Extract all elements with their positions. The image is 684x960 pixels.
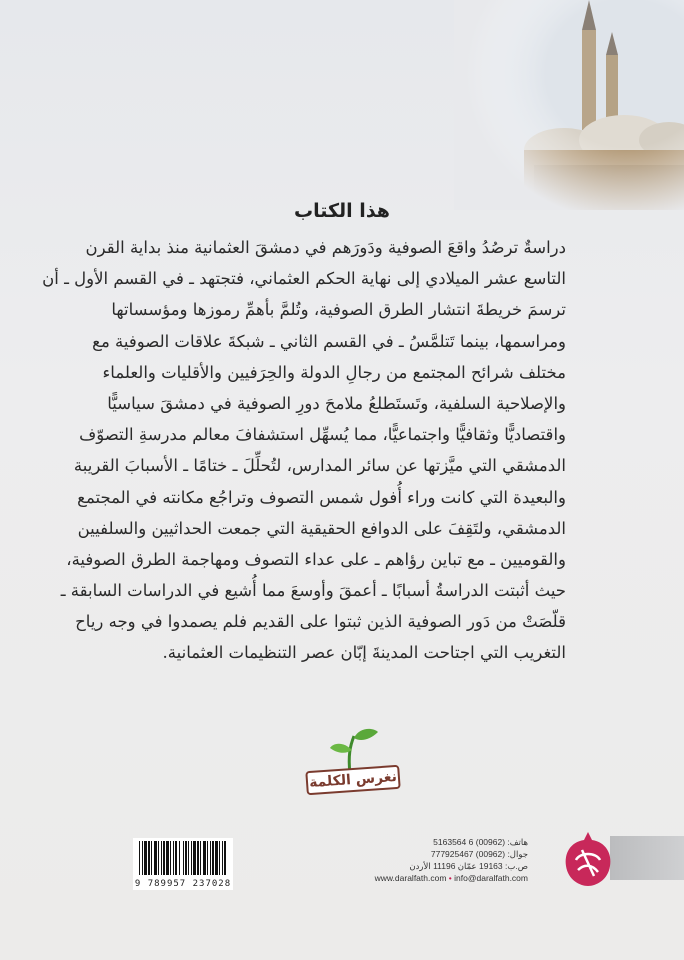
barcode-bar	[203, 841, 206, 875]
text-line: الدمشقي، ولتَقِفَ على الدوافع الحقيقية التي جمعت الحداثيين والسلفيين	[77, 518, 566, 538]
text-line: والبعيدة التي كانت وراء أُفول شمس التصوف وتراجُع مكانته في المجتمع	[77, 487, 566, 507]
barcode-bar	[151, 841, 152, 875]
mobile-number: جوال: (00962) 777925467	[430, 849, 528, 859]
barcode-bar	[215, 841, 218, 875]
publisher-contact	[360, 836, 528, 884]
barcode-bar	[158, 841, 159, 875]
text-line: قلّصَتْ من دَور الصوفية الذين ثبتوا على القديم فلم يصمدوا في وجه رياح	[75, 612, 566, 632]
isbn-number: 9 789957 237028	[134, 879, 232, 889]
phone-number: هاتف: (00962) 6 5163564	[433, 837, 528, 847]
section-title: هذا الكتاب	[294, 200, 390, 222]
email-link[interactable]: info@daralfath.com	[454, 873, 528, 883]
barcode-bar	[224, 841, 226, 875]
text-line: واقتصاديًّا وثقافيًّا واجتماعيًّا، مما يُسهِّل استشفافَ معالم مدرسةِ التصوّف	[79, 425, 566, 445]
barcode-bar	[188, 841, 189, 875]
barcode-bar	[193, 841, 196, 875]
barcode-bar	[207, 841, 208, 875]
description-text	[42, 232, 566, 669]
barcode-bar	[200, 841, 201, 875]
barcode-bar	[173, 841, 174, 875]
website-link[interactable]: www.daralfath.com	[374, 873, 447, 883]
text-line: مختلف شرائح المجتمع من رجالِ الدولة والحِرَفيين والأقليات والعلماء	[102, 362, 566, 382]
barcode-bar	[185, 841, 187, 875]
barcode-bar	[148, 841, 150, 875]
grey-band	[610, 836, 684, 880]
barcode-bar	[210, 841, 211, 875]
barcode-bars	[139, 841, 227, 875]
text-line: الدمشقي التي ميَّزتها عن سائر المدارس، لتُحلِّلَ ـ ختامًا ـ الأسبابَ القريبة	[73, 456, 566, 476]
text-line: والقوميين ـ مع تباين رؤاهم ـ على عداء التصوف ومهاجمة الطرق الصوفية،	[66, 549, 566, 569]
barcode-bar	[197, 841, 199, 875]
barcode-bar	[163, 841, 165, 875]
barcode-bar	[183, 841, 184, 875]
separator: •	[448, 873, 452, 883]
barcode-bar	[144, 841, 147, 875]
text-line: التاسع عشر الميلادي إلى نهاية الحكم العثماني، فتجتهد ـ في القسم الأول ـ أن	[42, 269, 566, 289]
mosque-photo	[454, 0, 684, 210]
barcode-bar	[139, 841, 140, 875]
barcode	[133, 838, 233, 890]
barcode-bar	[170, 841, 171, 875]
text-line: ترسمَ خريطةَ انتشار الطرق الصوفية، وتُلمَّ بأهمِّ رموزها ومؤسساتها	[111, 300, 566, 320]
text-line: والإصلاحية السلفية، وتَستَطلعُ ملامحَ دورِ الصوفية في دمشقَ سياسيًّا	[107, 393, 566, 413]
text-line: حيث أثبتت الدراسةُ أسبابًا ـ أعمقَ وأوسعَ مما أُشيع في الدراسات السابقة ـ	[60, 581, 566, 601]
brand-logo: نغرس الكلمة	[305, 765, 400, 795]
barcode-bar	[161, 841, 162, 875]
barcode-bar	[212, 841, 214, 875]
po-box: ص.ب: 19163 عمّان 11196 الأردن	[409, 861, 528, 871]
barcode-bar	[222, 841, 223, 875]
publisher-logo-icon	[562, 830, 614, 888]
text-line: التغريب التي اجتاحت المدينةَ إبّان عصر التنظيمات العثمانية.	[162, 643, 566, 663]
barcode-bar	[154, 841, 157, 875]
text-line: ومراسمها، بينما تَتلمَّسُ ـ في القسم الثاني ـ شبكةَ علاقات الصوفية مع	[92, 331, 566, 351]
barcode-bar	[191, 841, 192, 875]
barcode-bar	[179, 841, 180, 875]
barcode-bar	[175, 841, 177, 875]
barcode-bar	[142, 841, 143, 875]
text-line: دراسةٌ ترصُدُ واقعَ الصوفية ودَورَهم في دمشقَ العثمانية منذ بداية القرن	[85, 238, 566, 257]
barcode-bar	[166, 841, 169, 875]
barcode-bar	[219, 841, 220, 875]
